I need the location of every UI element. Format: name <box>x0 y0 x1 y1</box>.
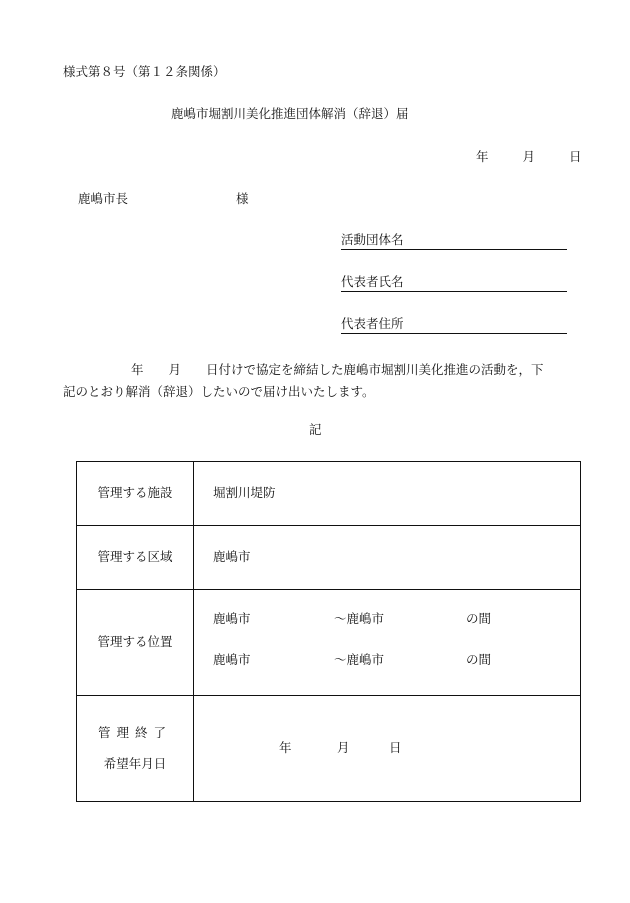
facility-value[interactable]: 堀割川堤防 <box>194 462 581 526</box>
facility-label: 管理する施設 <box>77 462 194 526</box>
position-line-1 <box>213 613 580 631</box>
end-label-line-1: 管理終了 <box>97 725 172 740</box>
details-table <box>76 461 581 802</box>
position-to: ～鹿嶋市 <box>334 652 385 667</box>
position-label: 管理する位置 <box>77 590 194 696</box>
group-name-field[interactable]: 活動団体名 <box>341 234 567 250</box>
table-row <box>77 590 581 696</box>
body-line-2: 記のとおり解消（辞退）したいので届け出いたします。 <box>63 384 375 399</box>
table-row <box>77 526 581 590</box>
end-date <box>213 739 580 756</box>
position-value[interactable] <box>194 590 581 696</box>
recipient <box>78 191 249 206</box>
position-line-2 <box>213 654 580 672</box>
position-suffix: の間 <box>466 652 492 667</box>
area-label: 管理する区域 <box>77 526 194 590</box>
end-date-month: 月 <box>337 739 350 755</box>
recipient-honorific: 様 <box>236 191 249 206</box>
end-date-value[interactable] <box>194 696 581 802</box>
body-line-1: 年 月 日付けで協定を締結した鹿嶋市堀割川美化推進の活動を，下 <box>131 362 544 377</box>
body-paragraph <box>63 359 568 403</box>
rep-name-field[interactable]: 代表者氏名 <box>341 276 567 292</box>
position-from: 鹿嶋市 <box>213 611 251 626</box>
end-date-day: 日 <box>389 739 402 755</box>
end-date-label <box>77 696 194 802</box>
position-from: 鹿嶋市 <box>213 652 251 667</box>
recipient-name: 鹿嶋市長 <box>78 191 129 206</box>
form-number: 様式第８号（第１２条関係） <box>63 64 226 79</box>
document-title: 鹿嶋市堀割川美化推進団体解消（辞退）届 <box>171 106 409 121</box>
date-year: 年 <box>476 149 489 164</box>
table-row <box>77 462 581 526</box>
area-value[interactable]: 鹿嶋市 <box>194 526 581 590</box>
rep-address-field[interactable]: 代表者住所 <box>341 318 567 334</box>
submission-date <box>476 151 582 164</box>
date-day: 日 <box>569 149 582 164</box>
end-label-line-2: 希望年月日 <box>103 755 167 771</box>
ki-heading: 記 <box>309 422 322 437</box>
position-suffix: の間 <box>466 611 492 626</box>
end-date-year: 年 <box>279 739 292 755</box>
date-month: 月 <box>522 149 536 164</box>
table-row <box>77 696 581 802</box>
position-to: ～鹿嶋市 <box>334 611 385 626</box>
